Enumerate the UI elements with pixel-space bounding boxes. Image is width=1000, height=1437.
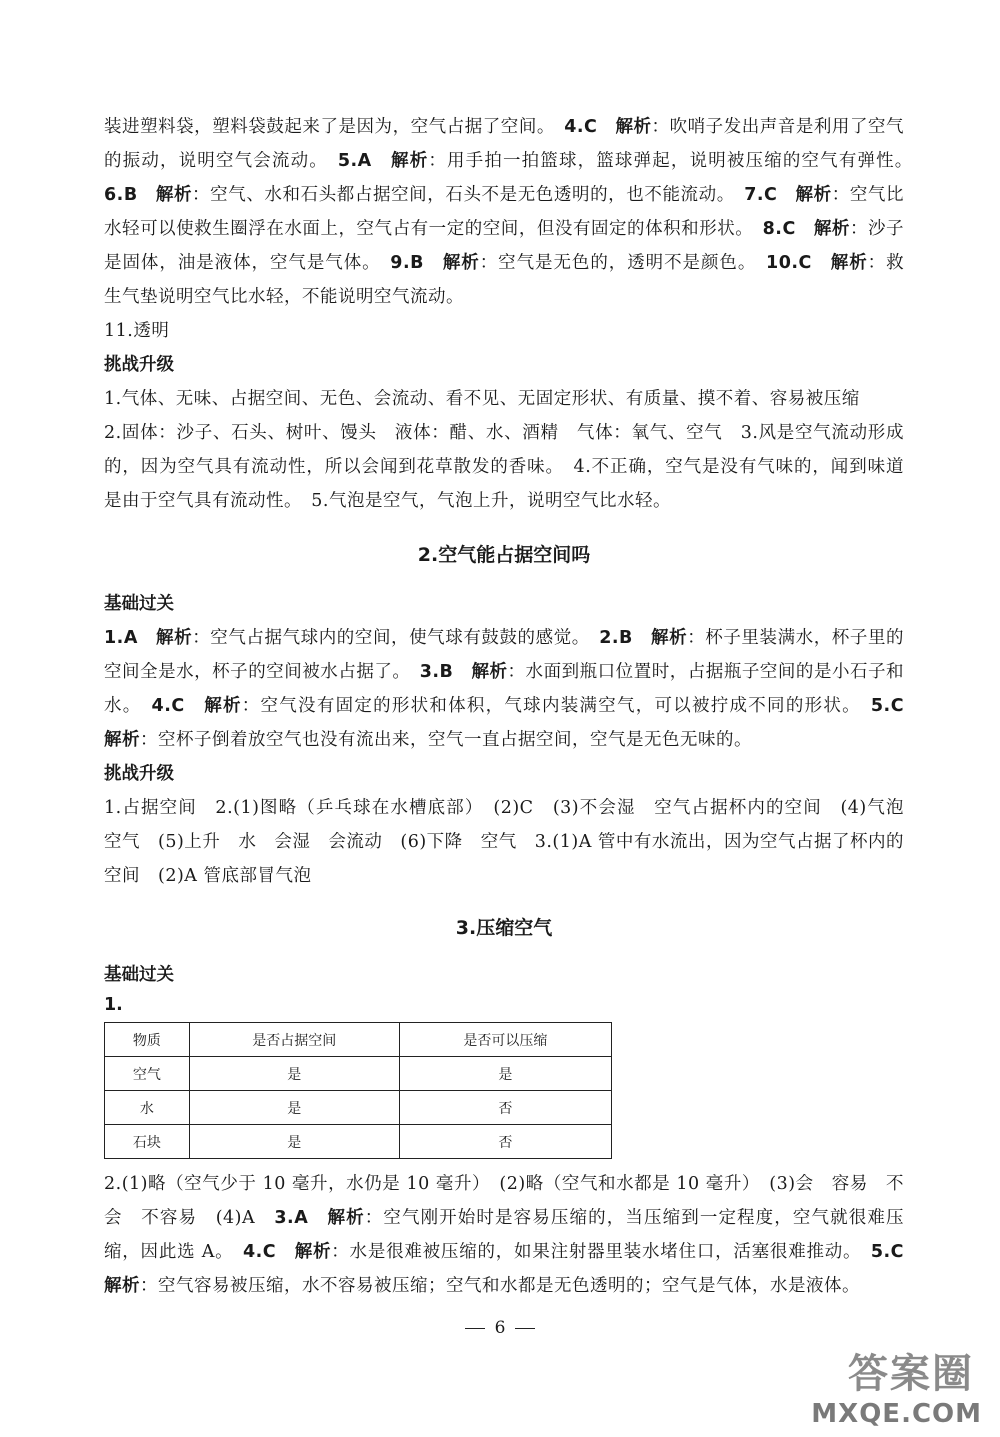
question-number: 5.C [870,696,905,716]
page-content [104,110,922,1303]
analysis-label: 解析 [204,696,242,716]
page-number-text: 6 [494,1318,506,1338]
answer-text: ：吹哨子发出声音是利用了空气的振动，说明空气会流动。 [104,117,905,171]
watermark-url: MXQE.COM [811,1399,982,1429]
analysis-label: 解析 [615,117,652,137]
basic-heading: 基础过关 [104,594,174,614]
answer-paragraph-2 [104,621,904,757]
question-number: 5.A [337,151,372,171]
answer-paragraph-1 [104,110,904,314]
analysis-label: 解析 [830,253,868,273]
watermark-logo: 答案圈 [848,1351,974,1397]
table-cell: 水 [105,1091,190,1125]
table-cell: 是 [399,1057,611,1091]
analysis-label: 解析 [104,1276,140,1296]
analysis-label: 解析 [471,662,508,682]
answer-text: ：空杯子倒着放空气也没有流出来，空气一直占据空间，空气是无色无味的。 [140,730,752,750]
answer-text: 装进塑料袋，塑料袋鼓起来了是因为，空气占据了空间。 [104,117,547,137]
challenge-answer-2: 2.固体：沙子、石头、树叶、馒头 液体：醋、水、酒精 气体：氧气、空气 3.风是空气流动形成的，因为空气具有流动性，所以会闻到花草散发的香味。 4.不正确，空气是没有气味的，闻到味道是由于空气具有流动性。 5.气泡是空气，气泡上升，说明空气比水轻。 [104,423,904,511]
question-number: 4.C [242,1242,277,1262]
analysis-label: 解析 [442,253,480,273]
question-number: 8.C [762,219,796,239]
table-header-row [105,1023,612,1057]
section-title: 3.压缩空气 [455,917,553,939]
question-number: 4.C [151,696,185,716]
analysis-label: 解析 [813,219,850,239]
challenge-heading: 挑战升级 [104,764,174,784]
answer-text: ：空气占据气球内的空间，使气球有鼓鼓的感觉。 [192,628,582,648]
question-number: 5.C [870,1242,905,1262]
basic-heading: 基础过关 [104,965,174,985]
answer-table [104,1022,612,1159]
table-cell: 是 [189,1057,399,1091]
answer-text: ：空气比水轻可以使救生圈浮在水面上，空气占有一定的空间，但没有固定的体积和形状。 [104,185,905,239]
question-number: 9.B [390,253,424,273]
analysis-label: 解析 [156,628,193,648]
dash-left [465,1328,485,1329]
question-number: 3.A [274,1208,309,1228]
question-number: 3.B [419,662,454,682]
answer-text: ：空气容易被压缩，水不容易被压缩；空气和水都是无色透明的；空气是气体，水是液体。 [140,1276,860,1296]
answer-text: ：空气没有固定的形状和体积，气球内装满空气，可以被拧成不同的形状。 [241,696,853,716]
table-cell: 是 [189,1091,399,1125]
answer-text: 2.(1)略（空气少于 10 毫升，水仍是 10 毫升） (2)略（空气和水都是 10 毫升） (3)会 容易 不会 不容易 (4)A [104,1174,904,1228]
table-header: 是否占据空间 [189,1023,399,1057]
challenge-heading: 挑战升级 [104,355,174,375]
question-number: 2.B [599,628,633,648]
table-header: 物质 [105,1023,190,1057]
table-row [105,1125,612,1159]
table-cell: 空气 [105,1057,190,1091]
question-number: 4.C [564,117,598,137]
analysis-label: 解析 [327,1208,365,1228]
table-row [105,1057,612,1091]
question-number: 1. [104,995,123,1015]
analysis-label: 解析 [391,151,429,171]
answer-text: ：空气是无色的，透明不是颜色。 [479,253,748,273]
table-cell: 否 [399,1091,611,1125]
watermark [792,1339,982,1429]
page-number [0,1318,1000,1338]
table-row [105,1091,612,1125]
question-number: 10.C [766,253,812,273]
question-number: 7.C [744,185,778,205]
answer-text: ：空气刚开始时是容易压缩的，当压缩到一定程度，空气就很难压缩，因此选 A。 [104,1208,904,1262]
answer-text: ：沙子是固体，油是液体，空气是气体。 [104,219,905,273]
answer-text: ：空气、水和石头都占据空间，石头不是无色透明的，也不能流动。 [192,185,727,205]
table-cell: 石块 [105,1125,190,1159]
answer-text: ：用手拍一拍篮球，篮球弹起，说明被压缩的空气有弹性。 [428,151,905,171]
table-cell: 是 [189,1125,399,1159]
analysis-label: 解析 [104,730,140,750]
table-cell: 否 [399,1125,611,1159]
answer-text: ：水面到瓶口位置时，占据瓶子空间的是小石子和水。 [104,662,905,716]
section-title: 2.空气能占据空间吗 [417,544,591,566]
answer-11: 11.透明 [104,321,170,341]
challenge-answer-1: 1.气体、无味、占据空间、无色、会流动、看不见、无固定形状、有质量、摸不着、容易被压缩 [104,389,860,409]
answer-text: ：杯子里装满水，杯子里的空间全是水，杯子的空间被水占据了。 [104,628,905,682]
analysis-label: 解析 [294,1242,332,1262]
challenge-answer: 1.占据空间 2.(1)图略（乒乓球在水槽底部） (2)C (3)不会湿 空气占据杯内的空间 (4)气泡 空气 (5)上升 水 会湿 会流动 (6)下降 空气 3.(1)A 管中有水流出，因为空气占据了杯内的空间 (2)A 管底部冒气泡 [104,798,922,886]
answer-paragraph-3 [104,1167,904,1303]
analysis-label: 解析 [651,628,688,648]
question-number: 1.A [104,628,138,648]
answer-text: ：救生气垫说明空气比水轻，不能说明空气流动。 [104,253,905,307]
answer-text: ：水是很难被压缩的，如果注射器里装水堵住口，活塞很难推动。 [331,1242,853,1262]
table-header: 是否可以压缩 [399,1023,611,1057]
analysis-label: 解析 [795,185,832,205]
question-number: 6.B [104,185,138,205]
analysis-label: 解析 [155,185,193,205]
dash-right [515,1328,535,1329]
